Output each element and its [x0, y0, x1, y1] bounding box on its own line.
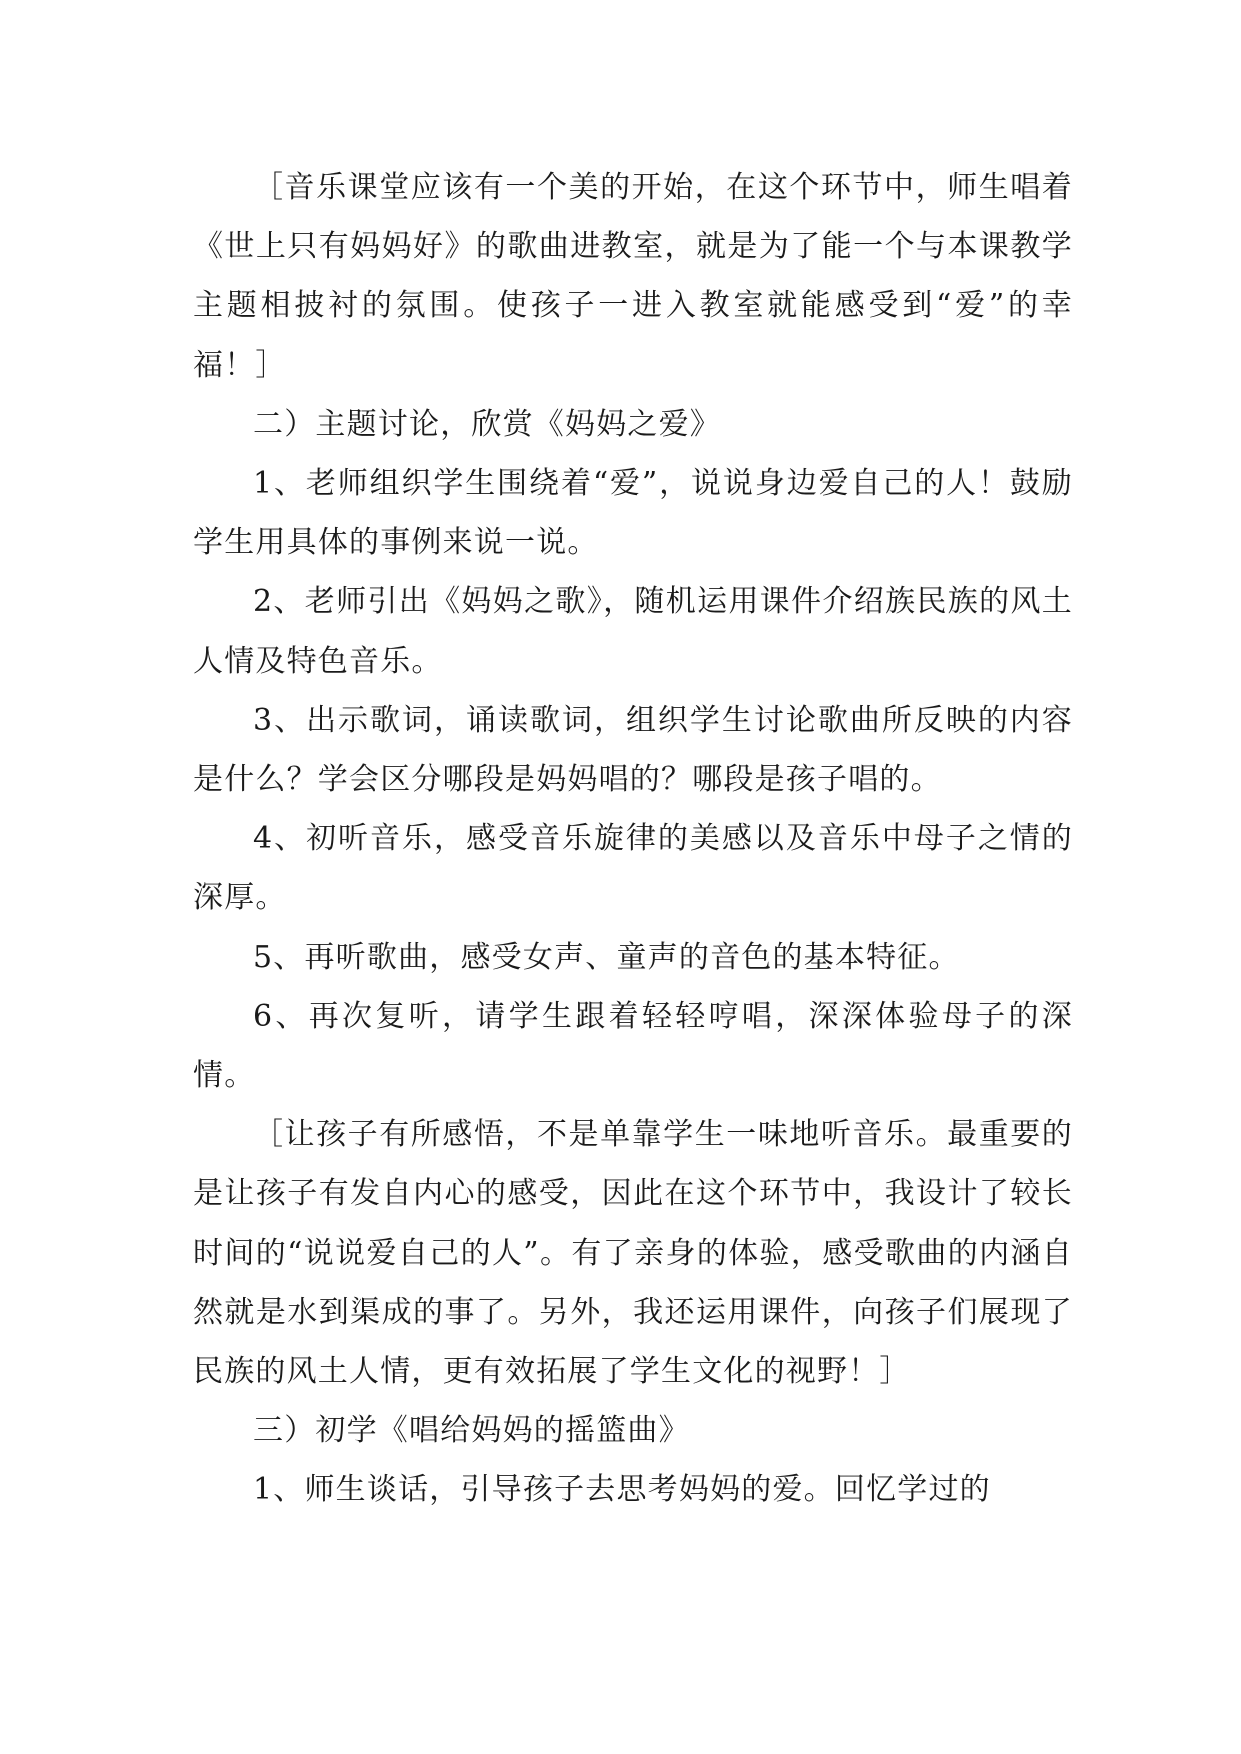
section-heading-2: 二）主题讨论，欣赏《妈妈之爱》	[253, 406, 721, 442]
list-item-5: 5、再听歌曲，感受女声、童声的音色的基本特征。	[253, 939, 960, 975]
paragraph-reflection-note: ［让孩子有所感悟，不是单靠学生一味地听音乐。最重要的是让孩子有发自内心的感受，因此在这个环节中，我设计了较长时间的“说说爱自己的人”。有了亲身的体验，感受歌曲的内涵自然就是水到渠成的事了。另外，我还运用课件，向孩子们展现了民族的风土人情，更有效拓展了学生文化的视野！］	[193, 1117, 1073, 1390]
list-item-4: 4、初听音乐，感受音乐旋律的美感以及音乐中母子之情的深厚。	[193, 821, 1073, 916]
list-item-1: 1、老师组织学生围绕着“爱”，说说身边爱自己的人！鼓励学生用具体的事例来说一说。	[193, 466, 1073, 561]
paragraph-intro-note: ［音乐课堂应该有一个美的开始，在这个环节中，师生唱着《世上只有妈妈好》的歌曲进教室，就是为了能一个与本课教学主题相披衬的氛围。使孩子一进入教室就能感受到“爱”的幸福！］	[193, 170, 1073, 383]
list-item-3: 3、出示歌词，诵读歌词，组织学生讨论歌曲所反映的内容是什么？学会区分哪段是妈妈唱的？哪段是孩子唱的。	[193, 702, 1073, 798]
document-body	[193, 158, 1073, 1520]
list-item-6: 6、再次复听，请学生跟着轻轻哼唱，深深体验母子的深情。	[193, 998, 1073, 1094]
list-item-2: 2、老师引出《妈妈之歌》，随机运用课件介绍族民族的风土人情及特色音乐。	[193, 584, 1073, 679]
list-item-1-section-3: 1、师生谈话，引导孩子去思考妈妈的爱。回忆学过的	[253, 1472, 991, 1508]
section-heading-3: 三）初学《唱给妈妈的摇篮曲》	[253, 1413, 690, 1449]
